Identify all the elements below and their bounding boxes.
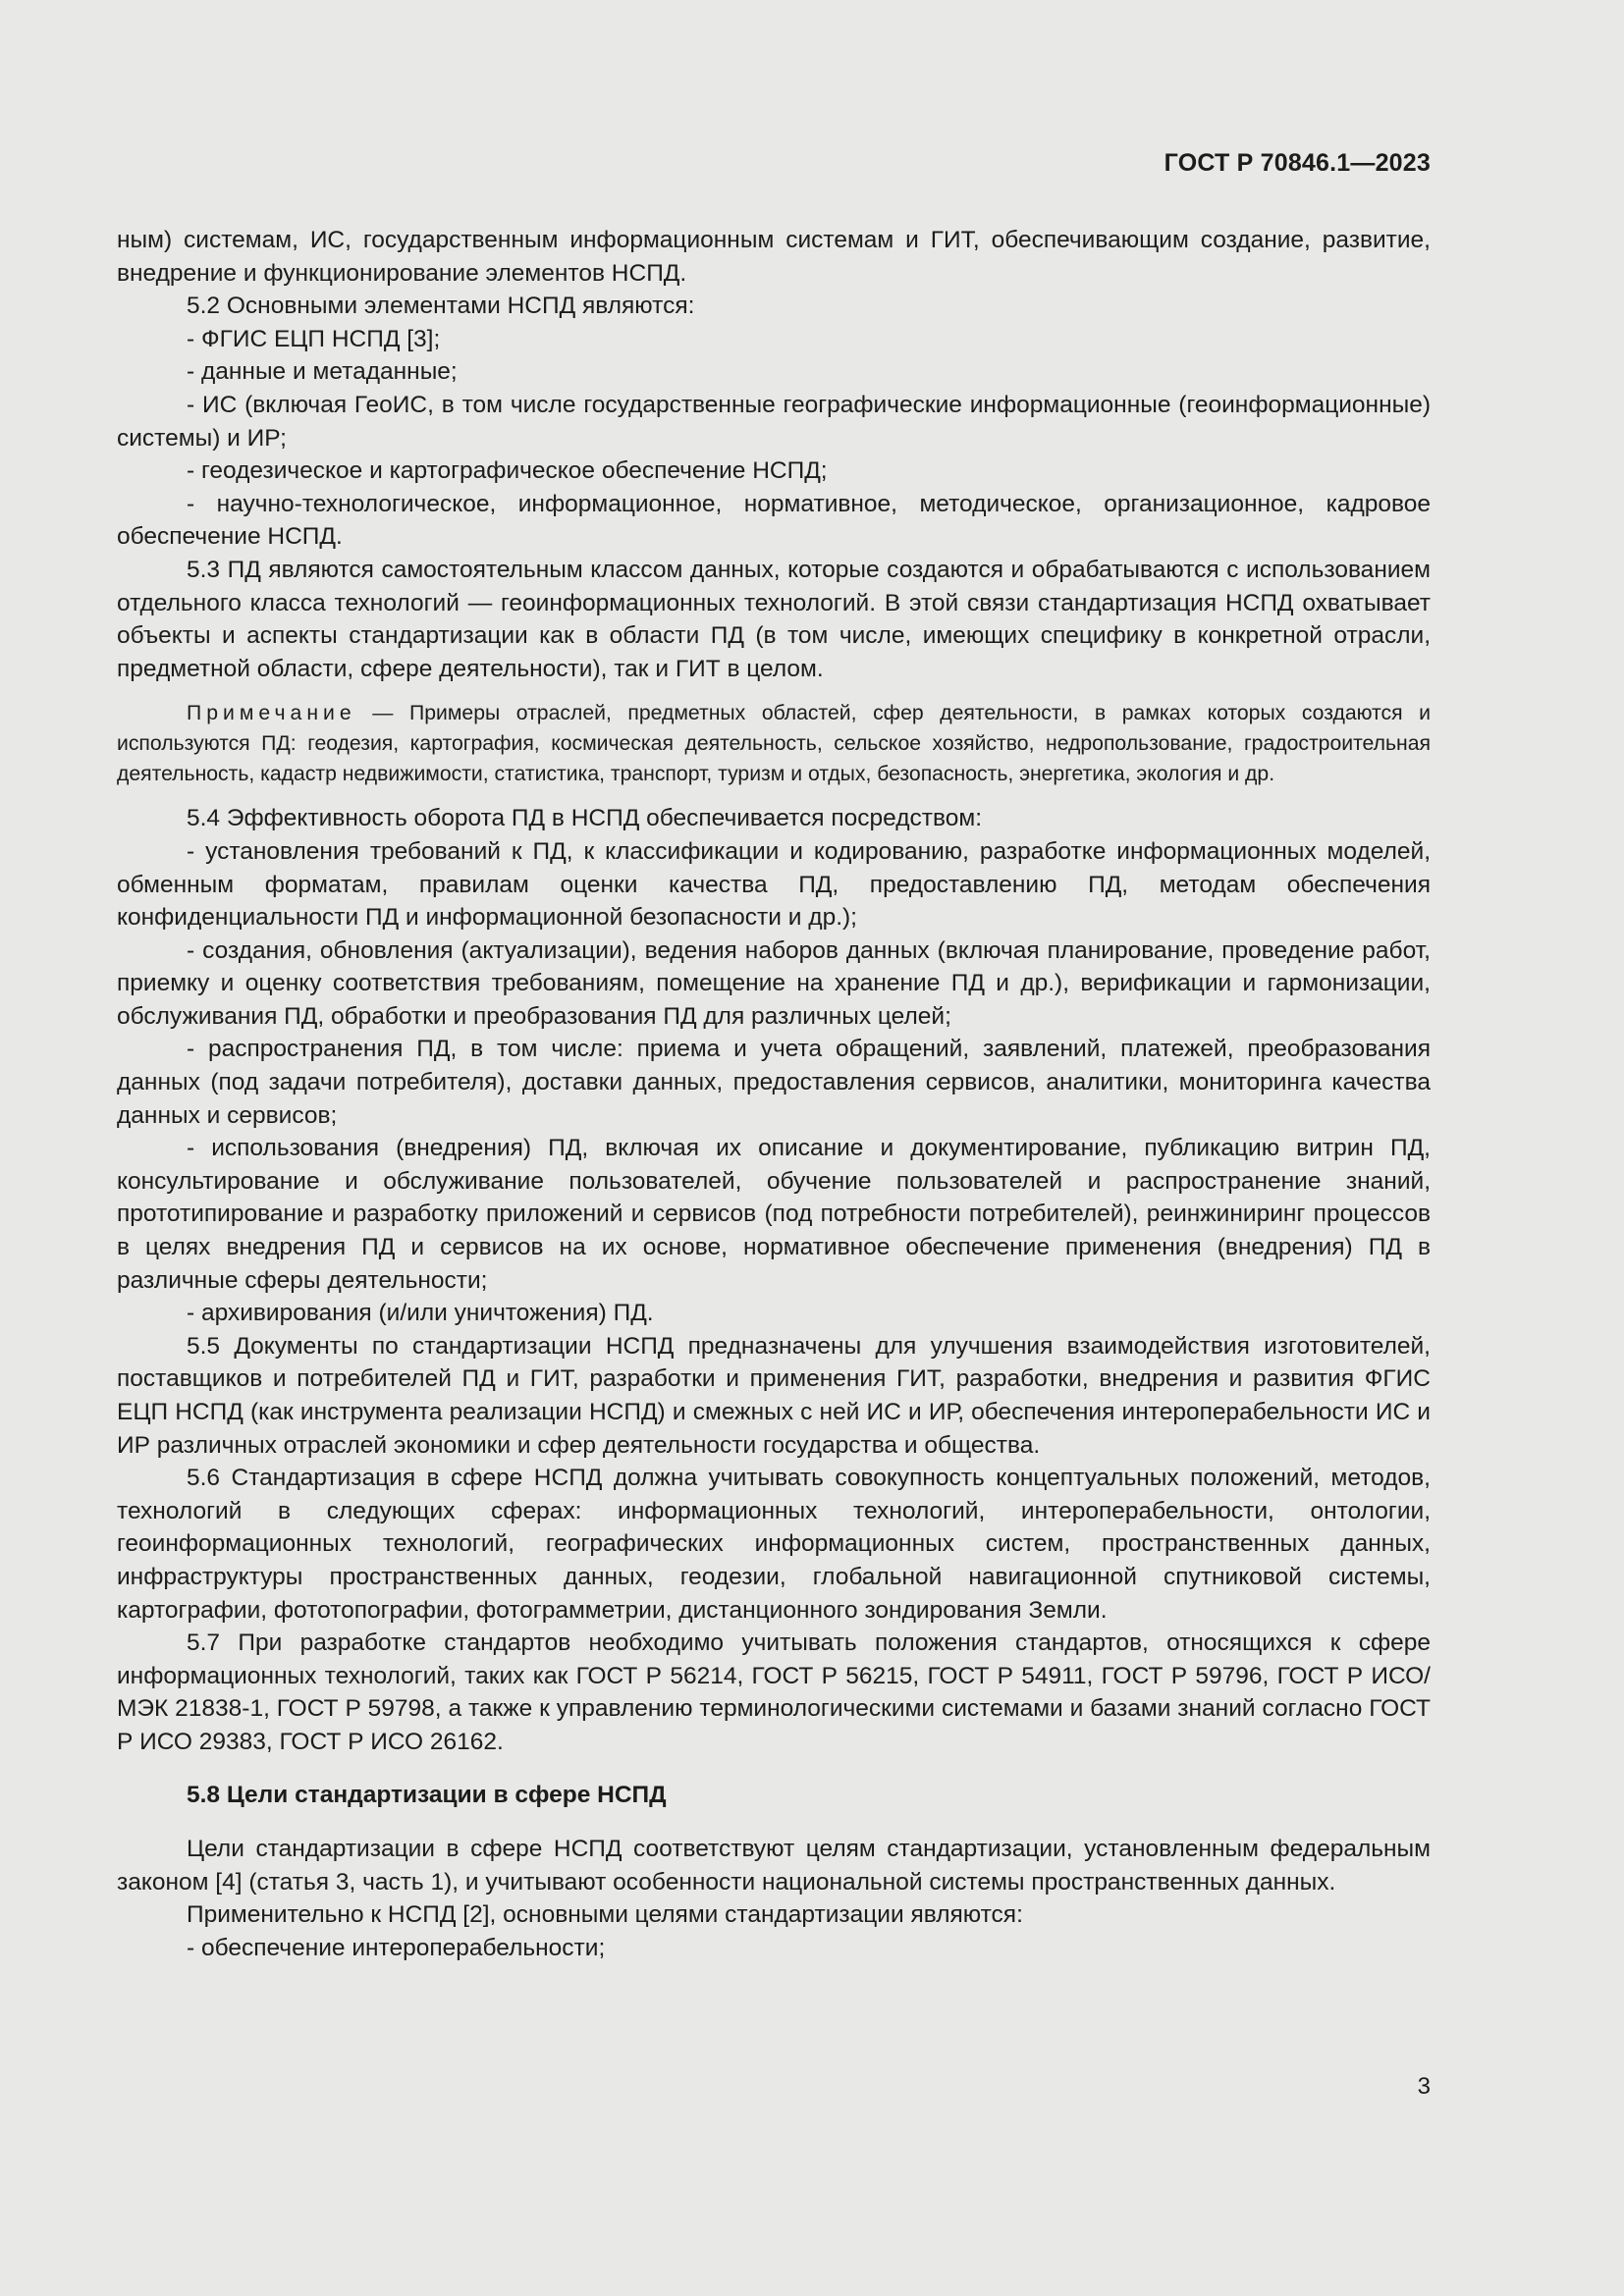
paragraph-continuation: ным) системам, ИС, государственным информационным системам и ГИТ, обеспечивающим создание, развитие, внедрение и функционирование элементов НСПД. <box>117 227 1431 287</box>
list-item: - научно-технологическое, информационное, нормативное, методическое, организационное, кадровое обеспечение НСПД. <box>117 490 1431 551</box>
list-item: - архивирования (и/или уничтожения) ПД. <box>187 1300 654 1327</box>
paragraph: Цели стандартизации в сфере НСПД соответствуют целям стандартизации, установленным федеральным законом [4] (статья 3, часть 1), и учитывают особенности национальной системы пространственных данных. <box>117 1836 1431 1896</box>
list-item: - установления требований к ПД, к классификации и кодированию, разработке информационных моделей, обменным форматам, правилам оценки качества ПД, предоставлению ПД, методам обеспечения конфиденциальности ПД и информационной безопасности и др.); <box>117 837 1431 932</box>
page-number: 3 <box>1417 2073 1431 2100</box>
note-text: — Примеры отраслей, предметных областей, сфер деятельности, в рамках которых создаются и используются ПД: геодезия, картография, космическая деятельность, сельское хозяйство, недропользование, градостроительная деятельность, кадастр недвижимости, статистика, транспорт, туризм и отдых, безопасность, энергетика, экология и др. <box>117 702 1431 786</box>
clause-5-6: 5.6 Стандартизация в сфере НСПД должна учитывать совокупность концептуальных положений, методов, технологий в следующих сферах: информационных технологий, интероперабельности, онтологии, геоинформационных технологий, географических информационных систем, пространственных данных, инфраструктуры пространственных данных, геодезии, глобальной навигационной спутниковой системы, картографии, фототопографии, фотограмметрии, дистанционного зондирования Земли. <box>117 1465 1431 1624</box>
list-item: - данные и метаданные; <box>187 358 458 386</box>
list-item: - распространения ПД, в том числе: приема и учета обращений, заявлений, платежей, преобразования данных (под задачи потребителя), доставки данных, предоставления сервисов, аналитики, мониторинга качества данных и сервисов; <box>117 1036 1431 1129</box>
list-item: - ФГИС ЕЦП НСПД [3]; <box>187 325 441 352</box>
note-label: Примечание <box>187 702 356 725</box>
list-item: - создания, обновления (актуализации), ведения наборов данных (включая планирование, проведение работ, приемку и оценку соответствия требованиям, помещение на хранение ПД и др.), верификации и гармонизации, обслуживания ПД, обработки и преобразования ПД для различных целей; <box>117 936 1431 1030</box>
document-body <box>117 224 1431 1965</box>
list-item: - использования (внедрения) ПД, включая их описание и документирование, публикацию витрин ПД, консультирование и обслуживание пользователей, обучение пользователей и распространение знаний, прототипирование и разработку приложений и сервисов (под потребности потребителей), реинжиниринг процессов в целях внедрения ПД и сервисов на их основе, нормативное обеспечение применения (внедрения) ПД в различные сферы деятельности; <box>117 1135 1431 1294</box>
list-item: - ИС (включая ГеоИС, в том числе государственные географические информационные (геоинформационные) системы) и ИР; <box>117 391 1431 452</box>
list-item: - геодезическое и картографическое обеспечение НСПД; <box>187 457 828 485</box>
clause-5-5: 5.5 Документы по стандартизации НСПД предназначены для улучшения взаимодействия изготовителей, поставщиков и потребителей ПД и ГИТ, разработки и применения ГИТ, разработки, внедрения и развития ФГИС ЕЦП НСПД (как инструмента реализации НСПД) и смежных с ней ИС и ИР, обеспечения интероперабельности ИС и ИР различных отраслей экономики и сфер деятельности государства и общества. <box>117 1332 1431 1459</box>
list-item: - обеспечение интероперабельности; <box>187 1934 606 1961</box>
clause-5-3: 5.3 ПД являются самостоятельным классом данных, которые создаются и обрабатываются с использованием отдельного класса технологий — геоинформационных технологий. В этой связи стандартизация НСПД охватывает объекты и аспекты стандартизации как в области ПД (в том числе, имеющих специфику в конкретной отрасли, предметной области, сфере деятельности), так и ГИТ в целом. <box>117 556 1431 682</box>
clause-5-7: 5.7 При разработке стандартов необходимо учитывать положения стандартов, относящихся к сфере информационных технологий, таких как ГОСТ Р 56214, ГОСТ Р 56215, ГОСТ Р 54911, ГОСТ Р 59796, ГОСТ Р ИСО/МЭК 21838-1, ГОСТ Р 59798, а также к управлению терминологическими системами и базами знаний согласно ГОСТ Р ИСО 29383, ГОСТ Р ИСО 26162. <box>117 1629 1431 1755</box>
paragraph: Применительно к НСПД [2], основными целями стандартизации являются: <box>187 1901 1023 1929</box>
note <box>117 698 1431 789</box>
clause-5-4: 5.4 Эффективность оборота ПД в НСПД обеспечивается посредством: <box>187 805 983 832</box>
section-heading-5-8: 5.8 Цели стандартизации в сфере НСПД <box>187 1781 667 1808</box>
document-header: ГОСТ Р 70846.1—2023 <box>1164 149 1431 177</box>
clause-5-2: 5.2 Основными элементами НСПД являются: <box>187 293 695 320</box>
